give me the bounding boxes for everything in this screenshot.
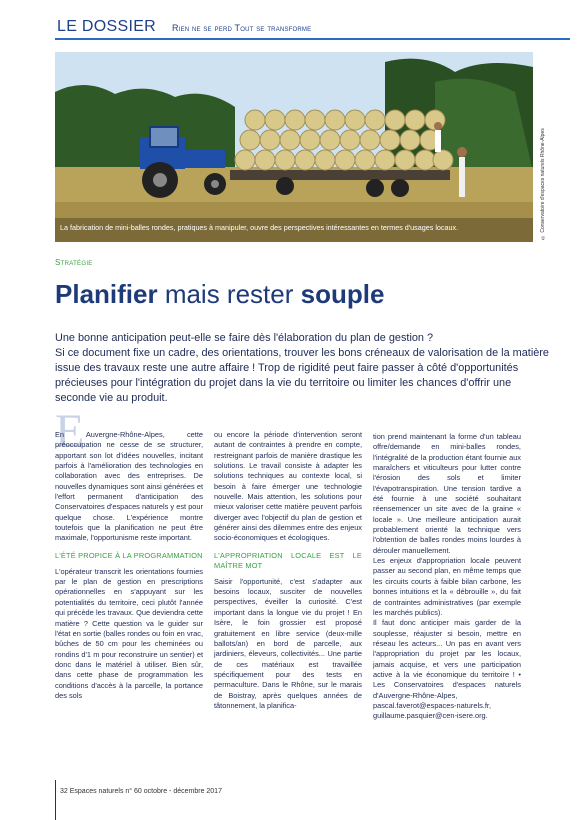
text-column-1 xyxy=(55,430,203,701)
title-strong-1: Planifier xyxy=(55,279,158,309)
col2-subheading: L'APPROPRIATION LOCALE EST LE MAÎTRE MOT xyxy=(214,550,362,570)
photo-caption: La fabrication de mini-balles rondes, pratiques à manipuler, ouvre des perspectives intéressantes en termes d'usages locaux. xyxy=(60,223,459,232)
header-rule xyxy=(55,38,570,40)
footer-rule xyxy=(55,780,56,820)
lead-paragraph-2: Si ce document fixe un cadre, des orientations, trouver les bons créneaux de valorisation de la matière issue des travaux reste une autre affaire ! Trop de rigidité peut faire passer à côté d'opportunités précieuses pour l'intégration du projet dans la vie du territoire ou limiter les chances d'offrir une seconde vie au produit. xyxy=(55,347,549,404)
title-strong-2: souple xyxy=(300,279,385,309)
col2-paragraph-1: ou encore la période d'intervention seront autant de contraintes à prendre en compte, restreignant parfois de manière drastique les solutions. Le travail consiste à adapter les solutions techniques au contexte local, si besoin à faire émerger une technologie nouvelle. Mais attention, les solutions pour mieux valoriser cette matière peuvent parfois diverger avec l'objectif du plan de gestion et générer ainsi des dilemmes entre des enjeux socio-économiques et écologiques. xyxy=(214,430,362,543)
col1-paragraph-1: En Auvergne-Rhône-Alpes, cette préoccupation ne cesse de se structurer, apportant son lot d'idées nouvelles, incitant parfois à l'amélioration des technologies en collaboration avec des entreprises. De nouvelles dynamiques sont ainsi générées et l'effort permanent d'anticipation des Conservatoires d'espaces naturels y est pour quelque chose. L'expérience montre toutefois que la planification ne peut être maximale, l'opportunisme reste important. xyxy=(55,430,203,543)
article-title xyxy=(55,279,384,310)
publication-info: Espaces naturels n° 60 octobre - décembre 2017 xyxy=(69,788,222,795)
drop-cap: E xyxy=(55,405,85,458)
article-lead xyxy=(55,331,555,406)
col3-paragraph-3: Il faut donc anticiper mais garder de la souplesse, réajuster si besoin, mettre en réseau les acteurs... Un pas en avant vers l'appropriation du projet par les locaux, jamais acquise, et vers une participation active à la vie économique du territoire ! • Les Conservatoires d'espaces naturels d'Auvergne-Rhône-Alpes, pascal.faverot@espaces-naturels.fr, guillaume.pasquier@cen-isere.org. xyxy=(373,618,521,721)
col1-subheading: L'ÉTÉ PROPICE À LA PROGRAMMATION xyxy=(55,550,203,560)
section-header xyxy=(55,20,570,36)
title-light: mais rester xyxy=(157,279,301,309)
section-kicker: Rien ne se perd Tout se transforme xyxy=(172,23,312,33)
section-title: LE DOSSIER xyxy=(57,18,157,35)
col2-paragraph-2: Saisir l'opportunité, c'est s'adapter aux besoins locaux, susciter de nouvelles perspectives, éveiller la curiosité. C'est important dans la longue vie du projet ! En Isère, le foin grossier est proposé gratuitement en libre service (deux-mille ballots/an) en bord de parcelle, aux jardiniers, éleveurs, collectivités... Une partie de ces matériaux est travaillée spécifiquement pour des tests en permaculture. Dans le Rhône, sur le marais de Boistray, après quelques années de tâtonnement, la planifica- xyxy=(214,576,362,710)
page-footer xyxy=(60,788,222,795)
photo-credit: © Conservatoire d'espaces naturels Rhône-Alpes xyxy=(540,128,546,240)
col3-paragraph-2: Les enjeux d'appropriation locale peuvent passer au second plan, en même temps que les circuits courts à faible bilan carbone, les bonnes intuitions et la « débrouille », du fait de contraintes administratives (par exemple les marchés publics). xyxy=(373,556,521,617)
rubric-label: Stratégie xyxy=(55,258,93,267)
text-column-2 xyxy=(214,430,362,711)
col3-paragraph-1: tion prend maintenant la forme d'un tableau offre/demande en mini-balles rondes, l'intégralité de la production étant fournie aux maraîchers et viticulteurs pour lutter contre l'érosion des sols et limiter l'évapotranspiration. Une tension tardive a été fournie à une société souhaitant réensemencer un site avec de la graine « locale ». Une meilleure anticipation aurait probablement orienté la technique vers l'obtention de balles rondes moins lourdes à dérouler manuellement. xyxy=(373,432,521,555)
col1-paragraph-2: L'opérateur transcrit les orientations fournies par le plan de gestion en prescriptions opérationnelles en s'appuyant sur les potentialités du territoire, ceci plutôt l'année qui précède les travaux. Que deviendra cette matière ? Cette question va le guider sur l'état en sortie (balles rondes ou foin en vrac, bûches de 50 cm pour les cheminées ou rondins d'1 m pour reconstruire un sentier) et donc dans le matériel à utiliser. Bien sûr, dans cette phase de programmation les conditions d'accès à la parcelle, la portance des sols xyxy=(55,566,203,700)
page-number: 32 xyxy=(60,788,68,795)
lead-paragraph-1: Une bonne anticipation peut-elle se faire dès l'élaboration du plan de gestion ? xyxy=(55,332,434,344)
text-column-3 xyxy=(373,432,521,722)
hay-bale-photo xyxy=(55,52,533,242)
